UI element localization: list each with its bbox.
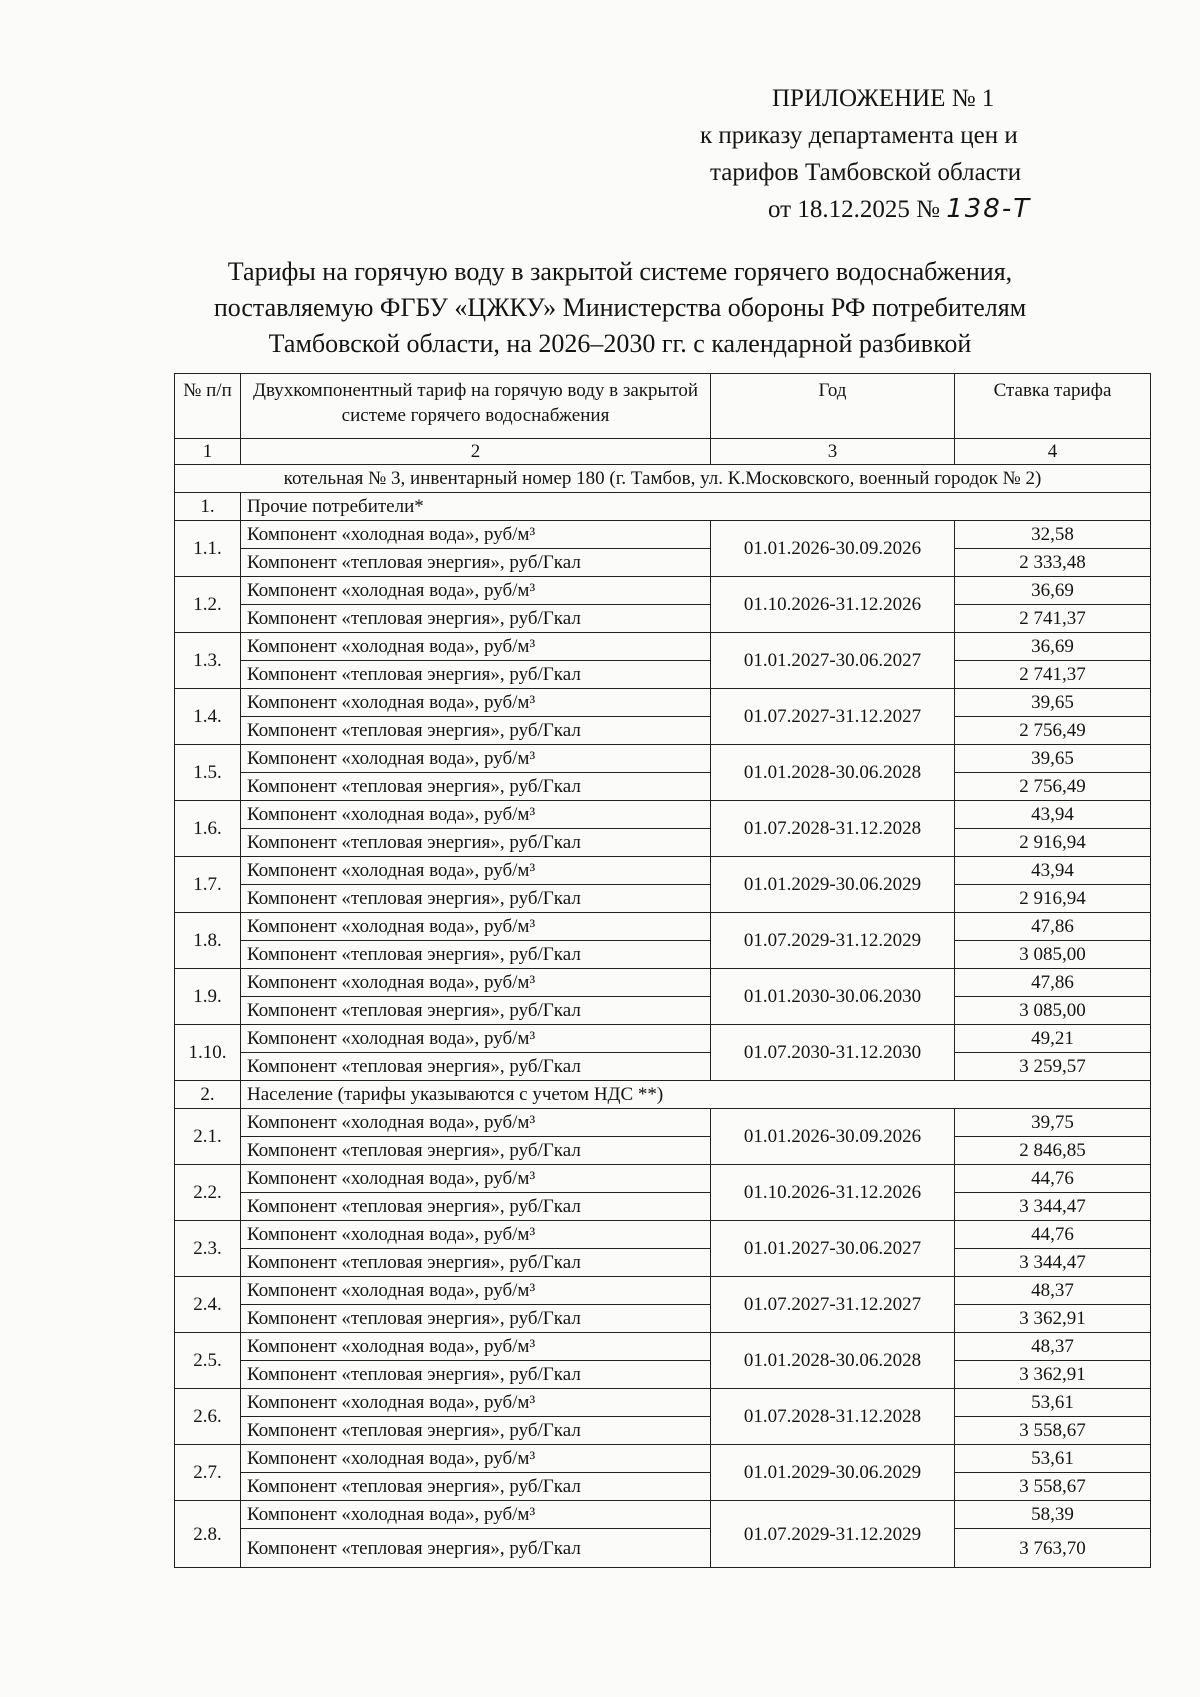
component-cold-water: Компонент «холодная вода», руб/м³	[241, 969, 711, 997]
row-number: 1.1.	[175, 521, 241, 577]
period: 01.07.2027-31.12.2027	[711, 689, 955, 745]
component-heat-energy: Компонент «тепловая энергия», руб/Гкал	[241, 829, 711, 857]
rate-heat-energy: 3 763,70	[955, 1529, 1151, 1568]
component-cold-water: Компонент «холодная вода», руб/м³	[241, 633, 711, 661]
period: 01.07.2028-31.12.2028	[711, 1389, 955, 1445]
row-number: 2.7.	[175, 1445, 241, 1501]
period: 01.07.2029-31.12.2029	[711, 913, 955, 969]
table-row	[175, 1193, 1151, 1221]
table-row	[175, 1529, 1151, 1568]
rate-heat-energy: 2 741,37	[955, 605, 1151, 633]
component-cold-water: Компонент «холодная вода», руб/м³	[241, 1109, 711, 1137]
table-row	[175, 1473, 1151, 1501]
component-cold-water: Компонент «холодная вода», руб/м³	[241, 1501, 711, 1529]
rate-cold-water: 36,69	[955, 577, 1151, 605]
rate-cold-water: 53,61	[955, 1389, 1151, 1417]
rate-heat-energy: 3 362,91	[955, 1305, 1151, 1333]
document-title	[160, 254, 1080, 362]
col-index-1: 1	[175, 439, 241, 465]
section-title: Население (тарифы указываются с учетом НДС **)	[241, 1081, 1151, 1109]
component-cold-water: Компонент «холодная вода», руб/м³	[241, 1445, 711, 1473]
rate-heat-energy: 3 344,47	[955, 1193, 1151, 1221]
rate-cold-water: 39,65	[955, 689, 1151, 717]
table-row	[175, 689, 1151, 717]
rate-heat-energy: 3 558,67	[955, 1417, 1151, 1445]
rate-heat-energy: 2 741,37	[955, 661, 1151, 689]
rate-cold-water: 47,86	[955, 913, 1151, 941]
table-row	[175, 885, 1151, 913]
period: 01.10.2026-31.12.2026	[711, 577, 955, 633]
component-heat-energy: Компонент «тепловая энергия», руб/Гкал	[241, 661, 711, 689]
rate-heat-energy: 2 916,94	[955, 829, 1151, 857]
component-cold-water: Компонент «холодная вода», руб/м³	[241, 1165, 711, 1193]
boiler-name: котельная № 3, инвентарный номер 180 (г. Тамбов, ул. К.Московского, военный городок № 2)	[175, 465, 1151, 493]
component-cold-water: Компонент «холодная вода», руб/м³	[241, 577, 711, 605]
table-row	[175, 521, 1151, 549]
row-number: 1.8.	[175, 913, 241, 969]
period: 01.01.2029-30.06.2029	[711, 1445, 955, 1501]
row-number: 2.4.	[175, 1277, 241, 1333]
row-number: 1.5.	[175, 745, 241, 801]
component-heat-energy: Компонент «тепловая энергия», руб/Гкал	[241, 1417, 711, 1445]
column-index-row	[175, 439, 1151, 465]
section-number: 2.	[175, 1081, 241, 1109]
rate-cold-water: 48,37	[955, 1333, 1151, 1361]
appendix-order-date	[700, 191, 1120, 228]
table-row	[175, 857, 1151, 885]
order-date-prefix: от 18.12.2025 №	[768, 196, 940, 223]
rate-cold-water: 44,76	[955, 1165, 1151, 1193]
period: 01.01.2027-30.06.2027	[711, 633, 955, 689]
period: 01.07.2027-31.12.2027	[711, 1277, 955, 1333]
component-heat-energy: Компонент «тепловая энергия», руб/Гкал	[241, 1361, 711, 1389]
component-heat-energy: Компонент «тепловая энергия», руб/Гкал	[241, 1053, 711, 1081]
component-cold-water: Компонент «холодная вода», руб/м³	[241, 1221, 711, 1249]
rate-cold-water: 49,21	[955, 1025, 1151, 1053]
table-row	[175, 1053, 1151, 1081]
table-row	[175, 1445, 1151, 1473]
rate-cold-water: 32,58	[955, 521, 1151, 549]
table-row	[175, 1137, 1151, 1165]
rate-heat-energy: 2 756,49	[955, 773, 1151, 801]
component-heat-energy: Компонент «тепловая энергия», руб/Гкал	[241, 1193, 711, 1221]
period: 01.07.2030-31.12.2030	[711, 1025, 955, 1081]
component-heat-energy: Компонент «тепловая энергия», руб/Гкал	[241, 549, 711, 577]
period: 01.01.2028-30.06.2028	[711, 745, 955, 801]
period: 01.01.2026-30.09.2026	[711, 521, 955, 577]
section-number: 1.	[175, 493, 241, 521]
boiler-row	[175, 465, 1151, 493]
rate-cold-water: 39,75	[955, 1109, 1151, 1137]
table-row	[175, 941, 1151, 969]
title-line-2: поставляемую ФГБУ «ЦЖКУ» Министерства обороны РФ потребителям	[213, 293, 1027, 322]
col-index-4: 4	[955, 439, 1151, 465]
col-index-3: 3	[711, 439, 955, 465]
table-row	[175, 1361, 1151, 1389]
section-title: Прочие потребители*	[241, 493, 1151, 521]
section-row	[175, 1081, 1151, 1109]
table-row	[175, 577, 1151, 605]
header-num: № п/п	[175, 374, 241, 439]
period: 01.07.2028-31.12.2028	[711, 801, 955, 857]
rate-cold-water: 36,69	[955, 633, 1151, 661]
rate-cold-water: 43,94	[955, 857, 1151, 885]
row-number: 2.2.	[175, 1165, 241, 1221]
rate-heat-energy: 3 344,47	[955, 1249, 1151, 1277]
rate-cold-water: 47,86	[955, 969, 1151, 997]
component-cold-water: Компонент «холодная вода», руб/м³	[241, 1333, 711, 1361]
rate-heat-energy: 3 558,67	[955, 1473, 1151, 1501]
table-row	[175, 773, 1151, 801]
row-number: 1.2.	[175, 577, 241, 633]
table-row	[175, 1221, 1151, 1249]
period: 01.01.2029-30.06.2029	[711, 857, 955, 913]
component-cold-water: Компонент «холодная вода», руб/м³	[241, 857, 711, 885]
table-row	[175, 1389, 1151, 1417]
row-number: 2.1.	[175, 1109, 241, 1165]
table-row	[175, 829, 1151, 857]
row-number: 2.3.	[175, 1221, 241, 1277]
row-number: 2.8.	[175, 1501, 241, 1568]
row-number: 1.3.	[175, 633, 241, 689]
rate-heat-energy: 2 333,48	[955, 549, 1151, 577]
table-row	[175, 1165, 1151, 1193]
row-number: 1.4.	[175, 689, 241, 745]
row-number: 1.10.	[175, 1025, 241, 1081]
header-tariff: Двухкомпонентный тариф на горячую воду в закрытой системе горячего водоснабжения	[241, 374, 711, 439]
period: 01.01.2030-30.06.2030	[711, 969, 955, 1025]
appendix-department: тарифов Тамбовской области	[710, 159, 1022, 186]
table-row	[175, 605, 1151, 633]
order-number-handwritten: 138-Т	[946, 194, 1032, 224]
component-heat-energy: Компонент «тепловая энергия», руб/Гкал	[241, 605, 711, 633]
table-row	[175, 1277, 1151, 1305]
table-row	[175, 1109, 1151, 1137]
section-row	[175, 493, 1151, 521]
component-cold-water: Компонент «холодная вода», руб/м³	[241, 913, 711, 941]
table-row	[175, 1305, 1151, 1333]
col-index-2: 2	[241, 439, 711, 465]
period: 01.01.2027-30.06.2027	[711, 1221, 955, 1277]
rate-heat-energy: 2 916,94	[955, 885, 1151, 913]
row-number: 2.6.	[175, 1389, 241, 1445]
appendix-header	[700, 80, 1120, 228]
table-row	[175, 717, 1151, 745]
title-line-1: Тарифы на горячую воду в закрытой системе горячего водоснабжения,	[227, 257, 1013, 286]
component-heat-energy: Компонент «тепловая энергия», руб/Гкал	[241, 885, 711, 913]
appendix-title: ПРИЛОЖЕНИЕ № 1	[772, 85, 995, 112]
rate-heat-energy: 2 846,85	[955, 1137, 1151, 1165]
header-rate: Ставка тарифа	[955, 374, 1151, 439]
row-number: 1.9.	[175, 969, 241, 1025]
table-row	[175, 913, 1151, 941]
table-row	[175, 1025, 1151, 1053]
table-row	[175, 1417, 1151, 1445]
rate-cold-water: 58,39	[955, 1501, 1151, 1529]
period: 01.01.2028-30.06.2028	[711, 1333, 955, 1389]
rate-cold-water: 53,61	[955, 1445, 1151, 1473]
row-number: 1.7.	[175, 857, 241, 913]
component-cold-water: Компонент «холодная вода», руб/м³	[241, 521, 711, 549]
period: 01.01.2026-30.09.2026	[711, 1109, 955, 1165]
component-heat-energy: Компонент «тепловая энергия», руб/Гкал	[241, 997, 711, 1025]
table-row	[175, 801, 1151, 829]
period: 01.10.2026-31.12.2026	[711, 1165, 955, 1221]
rate-cold-water: 48,37	[955, 1277, 1151, 1305]
component-cold-water: Компонент «холодная вода», руб/м³	[241, 745, 711, 773]
table-row	[175, 1333, 1151, 1361]
table-row	[175, 661, 1151, 689]
table-row	[175, 997, 1151, 1025]
component-cold-water: Компонент «холодная вода», руб/м³	[241, 689, 711, 717]
period: 01.07.2029-31.12.2029	[711, 1501, 955, 1568]
component-heat-energy: Компонент «тепловая энергия», руб/Гкал	[241, 1529, 711, 1568]
row-number: 1.6.	[175, 801, 241, 857]
rate-cold-water: 39,65	[955, 745, 1151, 773]
table-row	[175, 1249, 1151, 1277]
rate-heat-energy: 2 756,49	[955, 717, 1151, 745]
component-heat-energy: Компонент «тепловая энергия», руб/Гкал	[241, 773, 711, 801]
rate-heat-energy: 3 259,57	[955, 1053, 1151, 1081]
row-number: 2.5.	[175, 1333, 241, 1389]
component-heat-energy: Компонент «тепловая энергия», руб/Гкал	[241, 717, 711, 745]
table-row	[175, 745, 1151, 773]
component-cold-water: Компонент «холодная вода», руб/м³	[241, 801, 711, 829]
component-heat-energy: Компонент «тепловая энергия», руб/Гкал	[241, 1137, 711, 1165]
rate-cold-water: 43,94	[955, 801, 1151, 829]
table-row	[175, 969, 1151, 997]
table-row	[175, 1501, 1151, 1529]
component-heat-energy: Компонент «тепловая энергия», руб/Гкал	[241, 1249, 711, 1277]
component-cold-water: Компонент «холодная вода», руб/м³	[241, 1025, 711, 1053]
rate-cold-water: 44,76	[955, 1221, 1151, 1249]
table-row	[175, 549, 1151, 577]
component-cold-water: Компонент «холодная вода», руб/м³	[241, 1389, 711, 1417]
component-heat-energy: Компонент «тепловая энергия», руб/Гкал	[241, 941, 711, 969]
rate-heat-energy: 3 362,91	[955, 1361, 1151, 1389]
table-header-row	[175, 374, 1151, 439]
appendix-order-ref: к приказу департамента цен и	[700, 122, 1018, 149]
tariff-table	[174, 373, 1151, 1568]
rate-heat-energy: 3 085,00	[955, 941, 1151, 969]
component-cold-water: Компонент «холодная вода», руб/м³	[241, 1277, 711, 1305]
title-line-3: Тамбовской области, на 2026–2030 гг. с календарной разбивкой	[268, 329, 972, 358]
component-heat-energy: Компонент «тепловая энергия», руб/Гкал	[241, 1305, 711, 1333]
rate-heat-energy: 3 085,00	[955, 997, 1151, 1025]
header-year: Год	[711, 374, 955, 439]
component-heat-energy: Компонент «тепловая энергия», руб/Гкал	[241, 1473, 711, 1501]
table-row	[175, 633, 1151, 661]
